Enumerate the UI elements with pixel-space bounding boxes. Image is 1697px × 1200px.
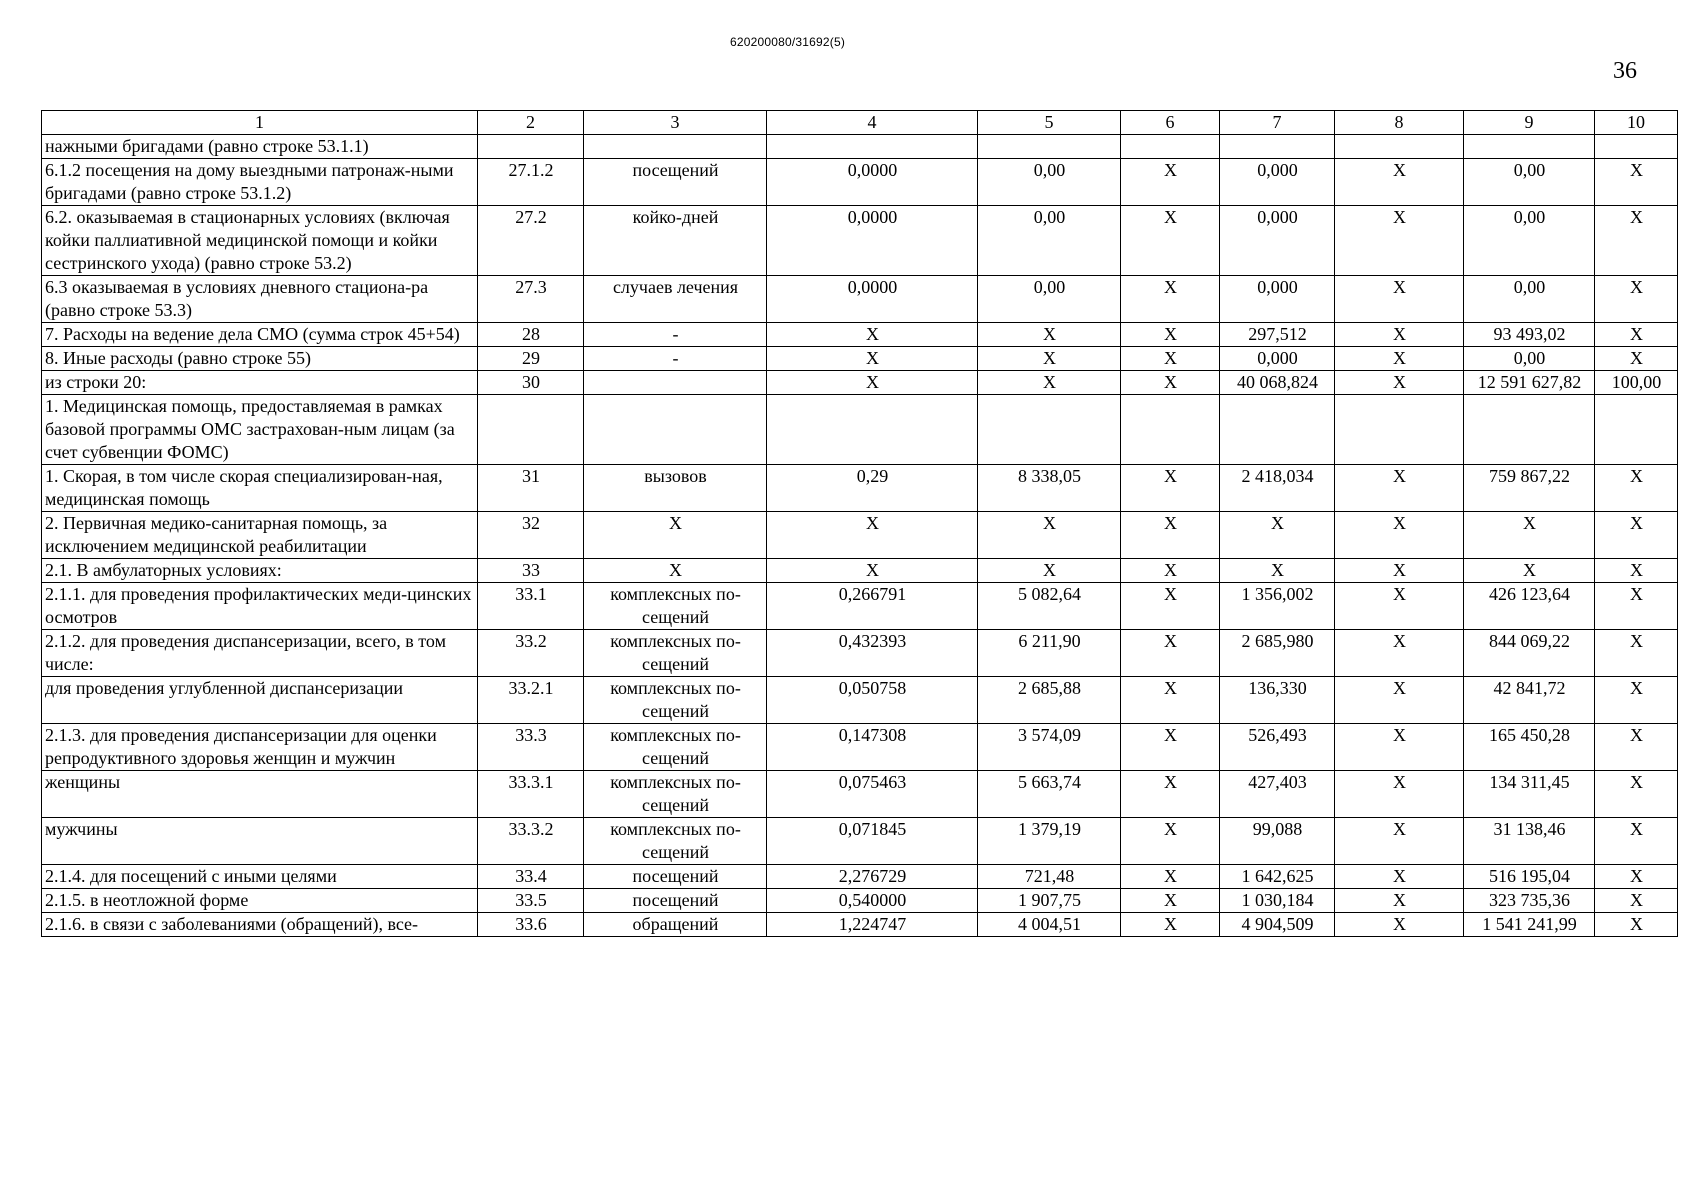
table-row [42, 724, 1678, 771]
table-cell: 33 [478, 559, 584, 583]
table-cell: X [1335, 371, 1464, 395]
table-cell: 0,000 [1220, 206, 1335, 276]
table-cell: X [978, 559, 1121, 583]
table-cell: 516 195,04 [1464, 865, 1595, 889]
table-cell: X [1335, 913, 1464, 937]
table-cell: 33.2.1 [478, 677, 584, 724]
table-cell: 33.3.1 [478, 771, 584, 818]
table-cell: комплексных по-сещений [584, 771, 767, 818]
table-cell: 2.1.5. в неотложной форме [42, 889, 478, 913]
table-cell [1335, 395, 1464, 465]
table-cell: 721,48 [978, 865, 1121, 889]
table-cell: X [1335, 159, 1464, 206]
table-cell: 6 211,90 [978, 630, 1121, 677]
table-cell: 12 591 627,82 [1464, 371, 1595, 395]
table-cell: X [767, 512, 978, 559]
column-header: 1 [42, 111, 478, 135]
table-cell: 0,147308 [767, 724, 978, 771]
column-header: 3 [584, 111, 767, 135]
table-cell: X [767, 347, 978, 371]
table-cell: 31 138,46 [1464, 818, 1595, 865]
table-cell [1335, 135, 1464, 159]
table-row [42, 347, 1678, 371]
table-cell: 297,512 [1220, 323, 1335, 347]
table-cell: X [1121, 512, 1220, 559]
table-cell [1464, 395, 1595, 465]
table-cell: 1 030,184 [1220, 889, 1335, 913]
table-cell: обращений [584, 913, 767, 937]
table-cell: 2,276729 [767, 865, 978, 889]
table-cell: 42 841,72 [1464, 677, 1595, 724]
table-cell: 6.1.2 посещения на дому выездными патронаж-ными бригадами (равно строке 53.1.2) [42, 159, 478, 206]
table-cell: 0,00 [978, 159, 1121, 206]
table-cell: 33.1 [478, 583, 584, 630]
table-cell: 2 418,034 [1220, 465, 1335, 512]
table-cell: 0,000 [1220, 347, 1335, 371]
table-cell: X [1335, 323, 1464, 347]
table-cell: X [1121, 630, 1220, 677]
table-cell: X [1595, 206, 1678, 276]
table-cell [584, 395, 767, 465]
table-cell: X [1335, 583, 1464, 630]
table-cell: для проведения углубленной диспансеризации [42, 677, 478, 724]
table-cell: 8 338,05 [978, 465, 1121, 512]
table-cell: 0,0000 [767, 276, 978, 323]
table-cell: X [1121, 371, 1220, 395]
table-cell [1220, 395, 1335, 465]
table-cell: X [1121, 913, 1220, 937]
table-cell: 27.1.2 [478, 159, 584, 206]
table-cell: 6.2. оказываемая в стационарных условиях (включая койки паллиативной медицинской помощи и койки сестринского ухода) (равно строке 53.2) [42, 206, 478, 276]
table-cell: 7. Расходы на ведение дела СМО (сумма строк 45+54) [42, 323, 478, 347]
table-cell: X [1464, 559, 1595, 583]
table-cell [1595, 135, 1678, 159]
table-cell: X [1595, 818, 1678, 865]
table-cell: 1 907,75 [978, 889, 1121, 913]
column-header: 9 [1464, 111, 1595, 135]
table-cell: 3 574,09 [978, 724, 1121, 771]
table-cell: посещений [584, 865, 767, 889]
table-cell: комплексных по-сещений [584, 677, 767, 724]
table-cell: 0,050758 [767, 677, 978, 724]
table-cell: 1 541 241,99 [1464, 913, 1595, 937]
table-cell: 1 379,19 [978, 818, 1121, 865]
table-cell: X [767, 371, 978, 395]
table-cell: 1 356,002 [1220, 583, 1335, 630]
table-cell [1121, 135, 1220, 159]
table-cell: 4 904,509 [1220, 913, 1335, 937]
table-cell: X [1464, 512, 1595, 559]
column-header: 10 [1595, 111, 1678, 135]
table-cell: X [1121, 818, 1220, 865]
table-row [42, 465, 1678, 512]
table-cell: X [1335, 865, 1464, 889]
table-cell: X [1335, 771, 1464, 818]
column-header: 5 [978, 111, 1121, 135]
table-row [42, 135, 1678, 159]
table-cell: 31 [478, 465, 584, 512]
table-cell [1220, 135, 1335, 159]
table-cell: 165 450,28 [1464, 724, 1595, 771]
table-row [42, 630, 1678, 677]
table-cell: X [1595, 583, 1678, 630]
table-cell: X [1335, 818, 1464, 865]
table-cell [478, 135, 584, 159]
table-cell: нажными бригадами (равно строке 53.1.1) [42, 135, 478, 159]
table-cell [478, 395, 584, 465]
column-header: 7 [1220, 111, 1335, 135]
table-cell: X [978, 347, 1121, 371]
table-row [42, 889, 1678, 913]
table-row [42, 371, 1678, 395]
table-row [42, 865, 1678, 889]
table-cell: 2.1.6. в связи с заболеваниями (обращений), все- [42, 913, 478, 937]
table-cell: X [584, 512, 767, 559]
table-cell: комплексных по-сещений [584, 583, 767, 630]
table-cell: 2.1.4. для посещений с иными целями [42, 865, 478, 889]
table-cell: 0,00 [1464, 347, 1595, 371]
table-cell: 5 082,64 [978, 583, 1121, 630]
table-cell: 27.3 [478, 276, 584, 323]
table-cell: 0,266791 [767, 583, 978, 630]
table-cell: из строки 20: [42, 371, 478, 395]
table-row [42, 276, 1678, 323]
table-cell: 2.1. В амбулаторных условиях: [42, 559, 478, 583]
table-cell: комплексных по-сещений [584, 630, 767, 677]
table-cell: X [1595, 630, 1678, 677]
table-cell: X [1595, 724, 1678, 771]
table-cell: 2. Первичная медико-санитарная помощь, за исключением медицинской реабилитации [42, 512, 478, 559]
table-row [42, 559, 1678, 583]
table-row [42, 771, 1678, 818]
table-cell [1464, 135, 1595, 159]
table-row [42, 818, 1678, 865]
table-cell [1121, 395, 1220, 465]
table-row [42, 913, 1678, 937]
table-cell: X [1335, 206, 1464, 276]
table-cell: X [1220, 559, 1335, 583]
table-cell: 100,00 [1595, 371, 1678, 395]
table-cell: X [1121, 865, 1220, 889]
table-cell: 33.5 [478, 889, 584, 913]
table-cell: X [1595, 771, 1678, 818]
column-header: 6 [1121, 111, 1220, 135]
table-cell: 2.1.1. для проведения профилактических меди-цинских осмотров [42, 583, 478, 630]
table-cell: 136,330 [1220, 677, 1335, 724]
table-cell: 33.3 [478, 724, 584, 771]
table-cell [978, 135, 1121, 159]
table-cell: 1. Медицинская помощь, предоставляемая в рамках базовой программы ОМС застрахован-ным лицам (за счет субвенции ФОМС) [42, 395, 478, 465]
table-cell: X [1220, 512, 1335, 559]
table-cell: - [584, 347, 767, 371]
table-cell: посещений [584, 889, 767, 913]
table-header-row [42, 111, 1678, 135]
table-cell: 0,0000 [767, 159, 978, 206]
table-cell: X [1335, 889, 1464, 913]
table-cell: X [1121, 889, 1220, 913]
table-cell: посещений [584, 159, 767, 206]
table-cell: 5 663,74 [978, 771, 1121, 818]
table-cell: X [1595, 347, 1678, 371]
data-table [41, 110, 1678, 937]
table-cell: X [1335, 677, 1464, 724]
table-cell: вызовов [584, 465, 767, 512]
table-cell: X [1335, 630, 1464, 677]
table-cell: X [767, 559, 978, 583]
table-cell: X [978, 323, 1121, 347]
table-cell: - [584, 323, 767, 347]
table-cell: X [1335, 347, 1464, 371]
table-cell: X [1595, 865, 1678, 889]
table-row [42, 583, 1678, 630]
table-cell: X [1121, 276, 1220, 323]
table-cell: 30 [478, 371, 584, 395]
table-cell: X [1121, 347, 1220, 371]
table-cell: 33.2 [478, 630, 584, 677]
table-cell: койко-дней [584, 206, 767, 276]
table-cell: 2 685,88 [978, 677, 1121, 724]
table-cell: X [767, 323, 978, 347]
table-cell: 2.1.2. для проведения диспансеризации, всего, в том числе: [42, 630, 478, 677]
table-cell: X [584, 559, 767, 583]
table-cell: X [1595, 323, 1678, 347]
table-cell: 844 069,22 [1464, 630, 1595, 677]
table-cell: 2.1.3. для проведения диспансеризации для оценки репродуктивного здоровья женщин и мужчин [42, 724, 478, 771]
table-cell: X [1121, 465, 1220, 512]
table-cell: 33.3.2 [478, 818, 584, 865]
table-cell: 0,075463 [767, 771, 978, 818]
table-cell: 0,000 [1220, 159, 1335, 206]
table-body [42, 111, 1678, 937]
table-cell: 426 123,64 [1464, 583, 1595, 630]
table-cell: X [1335, 276, 1464, 323]
table-cell [767, 395, 978, 465]
table-cell: 8. Иные расходы (равно строке 55) [42, 347, 478, 371]
table-cell: 33.4 [478, 865, 584, 889]
table-cell: 27.2 [478, 206, 584, 276]
table-row [42, 323, 1678, 347]
table-cell: X [978, 371, 1121, 395]
page-number: 36 [1613, 58, 1637, 84]
table-cell: X [1121, 159, 1220, 206]
table-cell: женщины [42, 771, 478, 818]
table-cell: X [1335, 724, 1464, 771]
table-cell: X [1595, 889, 1678, 913]
table-cell: 0,0000 [767, 206, 978, 276]
column-header: 4 [767, 111, 978, 135]
table-cell: X [1121, 323, 1220, 347]
table-row [42, 512, 1678, 559]
table-cell: 0,00 [978, 206, 1121, 276]
table-cell: 526,493 [1220, 724, 1335, 771]
table-cell: X [1595, 159, 1678, 206]
table-cell: 0,00 [1464, 159, 1595, 206]
column-header: 2 [478, 111, 584, 135]
table-cell: 0,540000 [767, 889, 978, 913]
table-cell: X [1121, 771, 1220, 818]
table-row [42, 677, 1678, 724]
table-cell: 6.3 оказываемая в условиях дневного стациона-ра (равно строке 53.3) [42, 276, 478, 323]
table-cell: случаев лечения [584, 276, 767, 323]
table-cell: X [1121, 724, 1220, 771]
table-cell: 32 [478, 512, 584, 559]
table-cell [978, 395, 1121, 465]
table-cell: 1,224747 [767, 913, 978, 937]
table-cell: 2 685,980 [1220, 630, 1335, 677]
table-row [42, 206, 1678, 276]
table-cell [584, 135, 767, 159]
table-cell: X [978, 512, 1121, 559]
table-cell: X [1121, 206, 1220, 276]
table-cell: X [1595, 559, 1678, 583]
table-cell: 0,432393 [767, 630, 978, 677]
table-cell: 134 311,45 [1464, 771, 1595, 818]
table-cell: 99,088 [1220, 818, 1335, 865]
table-cell [584, 371, 767, 395]
table-cell: 29 [478, 347, 584, 371]
table-cell: X [1335, 559, 1464, 583]
table-cell: X [1121, 583, 1220, 630]
document-id: 620200080/31692(5) [730, 35, 846, 49]
column-header: 8 [1335, 111, 1464, 135]
table-cell: 28 [478, 323, 584, 347]
table-cell: X [1335, 512, 1464, 559]
table-cell: 40 068,824 [1220, 371, 1335, 395]
table-cell: 427,403 [1220, 771, 1335, 818]
table-cell: 0,00 [1464, 276, 1595, 323]
table-cell: X [1595, 465, 1678, 512]
table-cell [1595, 395, 1678, 465]
table-cell: комплексных по-сещений [584, 818, 767, 865]
table-cell: X [1121, 559, 1220, 583]
table-cell: X [1595, 512, 1678, 559]
table-cell: комплексных по-сещений [584, 724, 767, 771]
table-cell: 93 493,02 [1464, 323, 1595, 347]
table-row [42, 395, 1678, 465]
table-cell: 323 735,36 [1464, 889, 1595, 913]
table-cell: X [1335, 465, 1464, 512]
table-cell: 0,071845 [767, 818, 978, 865]
table-cell: 0,29 [767, 465, 978, 512]
table-cell: 4 004,51 [978, 913, 1121, 937]
table-cell: 1 642,625 [1220, 865, 1335, 889]
table-cell: 759 867,22 [1464, 465, 1595, 512]
table-cell: 0,000 [1220, 276, 1335, 323]
table-cell: 1. Скорая, в том числе скорая специализирован-ная, медицинская помощь [42, 465, 478, 512]
table-cell: 33.6 [478, 913, 584, 937]
table-cell: X [1121, 677, 1220, 724]
table-cell: X [1595, 677, 1678, 724]
table-cell [767, 135, 978, 159]
table-cell: 0,00 [1464, 206, 1595, 276]
table-cell: X [1595, 276, 1678, 323]
table-cell: мужчины [42, 818, 478, 865]
table-row [42, 159, 1678, 206]
table-cell: X [1595, 913, 1678, 937]
table-cell: 0,00 [978, 276, 1121, 323]
